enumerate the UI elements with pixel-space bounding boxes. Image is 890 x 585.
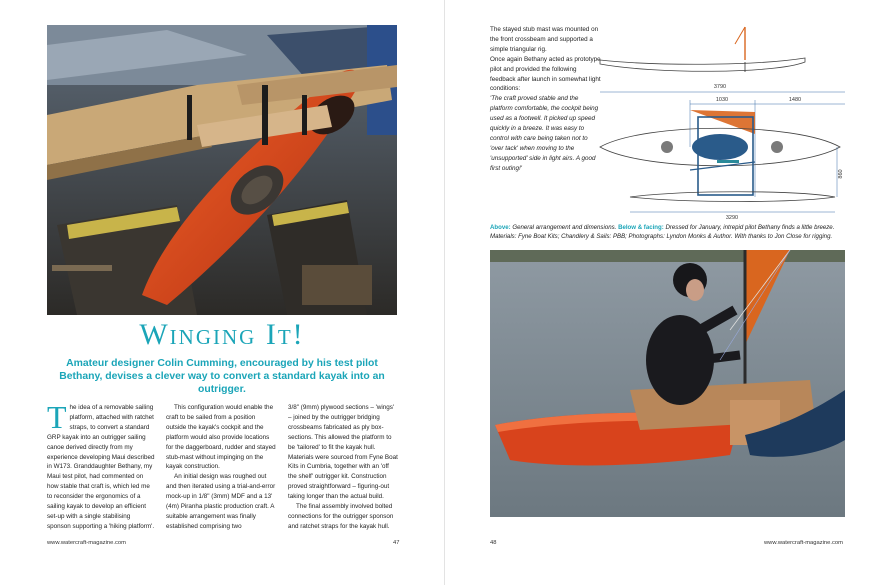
body-column-right [490, 25, 602, 174]
drop-cap: T [47, 399, 67, 435]
footer-url: www.watercraft-magazine.com [47, 540, 126, 546]
photo-caption [490, 224, 845, 241]
body-paragraph: Once again Bethany acted as prototype pilot and provided the following feedback after launch in somewhat light conditions: [490, 55, 601, 93]
workshop-photo-image [47, 25, 397, 315]
body-column-2 [166, 403, 277, 532]
article-title: Winging It! [139, 318, 305, 351]
page-number: 48 [490, 540, 497, 546]
caption-text: Dressed for January, intrepid pilot Bethany finds a little breeze. [665, 224, 835, 231]
dimension-rear: 1480 [788, 97, 802, 103]
dimension-overall: 3790 [713, 84, 727, 90]
caption-lead: Above: [490, 224, 511, 231]
pilot-quote: 'The craft proved stable and the platform comfortable, the cockpit being used as a footwell. It picked up speed quickly in a breeze. It was easy to control with care being taken not to 'over tack' when moving to the 'unsupported' side in light airs. A good first outing!' [490, 95, 599, 172]
body-paragraph: An initial design was roughed out and then iterated using a trial-and-error mock-up in 1/8" (3mm) MDF and a 13' (4m) Piranha plastic production craft. A suitable arrangement was finally established comprising two [166, 473, 276, 530]
caption-text: General arrangement and dimensions. [512, 224, 617, 231]
body-column-3 [288, 403, 399, 532]
page-number: 47 [393, 540, 400, 546]
sailing-photo-image [490, 250, 845, 517]
workshop-photo [47, 25, 397, 315]
dimension-front: 1030 [715, 97, 729, 103]
caption-lead: Below & facing: [618, 224, 664, 231]
caption-credits: Materials: Fyne Boat Kits; Chandlery & Sails: PBB; Photographs: Lyndon Monks & Author. With thanks to Jon Close for rigging. [490, 232, 833, 240]
body-column-1 [47, 399, 155, 532]
standfirst: Amateur designer Colin Cumming, encouraged by his test pilot Bethany, devises a clever way to convert a standard kayak into an outrigger. [59, 358, 385, 395]
dimension-width: 860 [838, 169, 844, 179]
sailing-photo [490, 250, 845, 517]
body-paragraph: 3/8" (9mm) plywood sections – 'wings' – joined by the outrigger bridging crossbeams fabricated as ply box-sections. This allowed the platform to be 'tailored' to fit the kayak hull. Materials were sourced from Fyne Boat Kits in Cumbria, together with an 'off the shelf' outrigger kit. Construction proved straightforward – figuring-out taking longer than the actual build. [288, 404, 398, 501]
body-text: he idea of a removable sailing platform, attached with ratchet straps, to convert a standard GRP kayak into an outrigger sailing canoe derived directly from my experience developing Maui described in W173. Granddaughter Bethany, my Maui test pilot, had commented on how stable that craft is, which led me to reconsider the ergonomics of a sailing kayak to develop an efficient set-up with a single stabilising sponson supporting a 'hiking platform'. [47, 404, 155, 530]
body-paragraph: This configuration would enable the craft to be sailed from a position outside the kayak's cockpit and the platform would also provide locations for the daggerboard, rudder and stayed stub-mast without impinging on the kayak construction. [166, 404, 276, 471]
general-arrangement-diagram [595, 22, 845, 222]
footer-url: www.watercraft-magazine.com [764, 540, 843, 546]
right-page [445, 0, 890, 585]
body-paragraph: The stayed stub mast was mounted on the front crossbeam and supported a simple triangular rig. [490, 26, 599, 53]
body-paragraph: The final assembly involved bolted connections for the outrigger sponson and ratchet straps for the kayak hull. [288, 503, 394, 530]
dimension-float: 3290 [725, 215, 739, 221]
